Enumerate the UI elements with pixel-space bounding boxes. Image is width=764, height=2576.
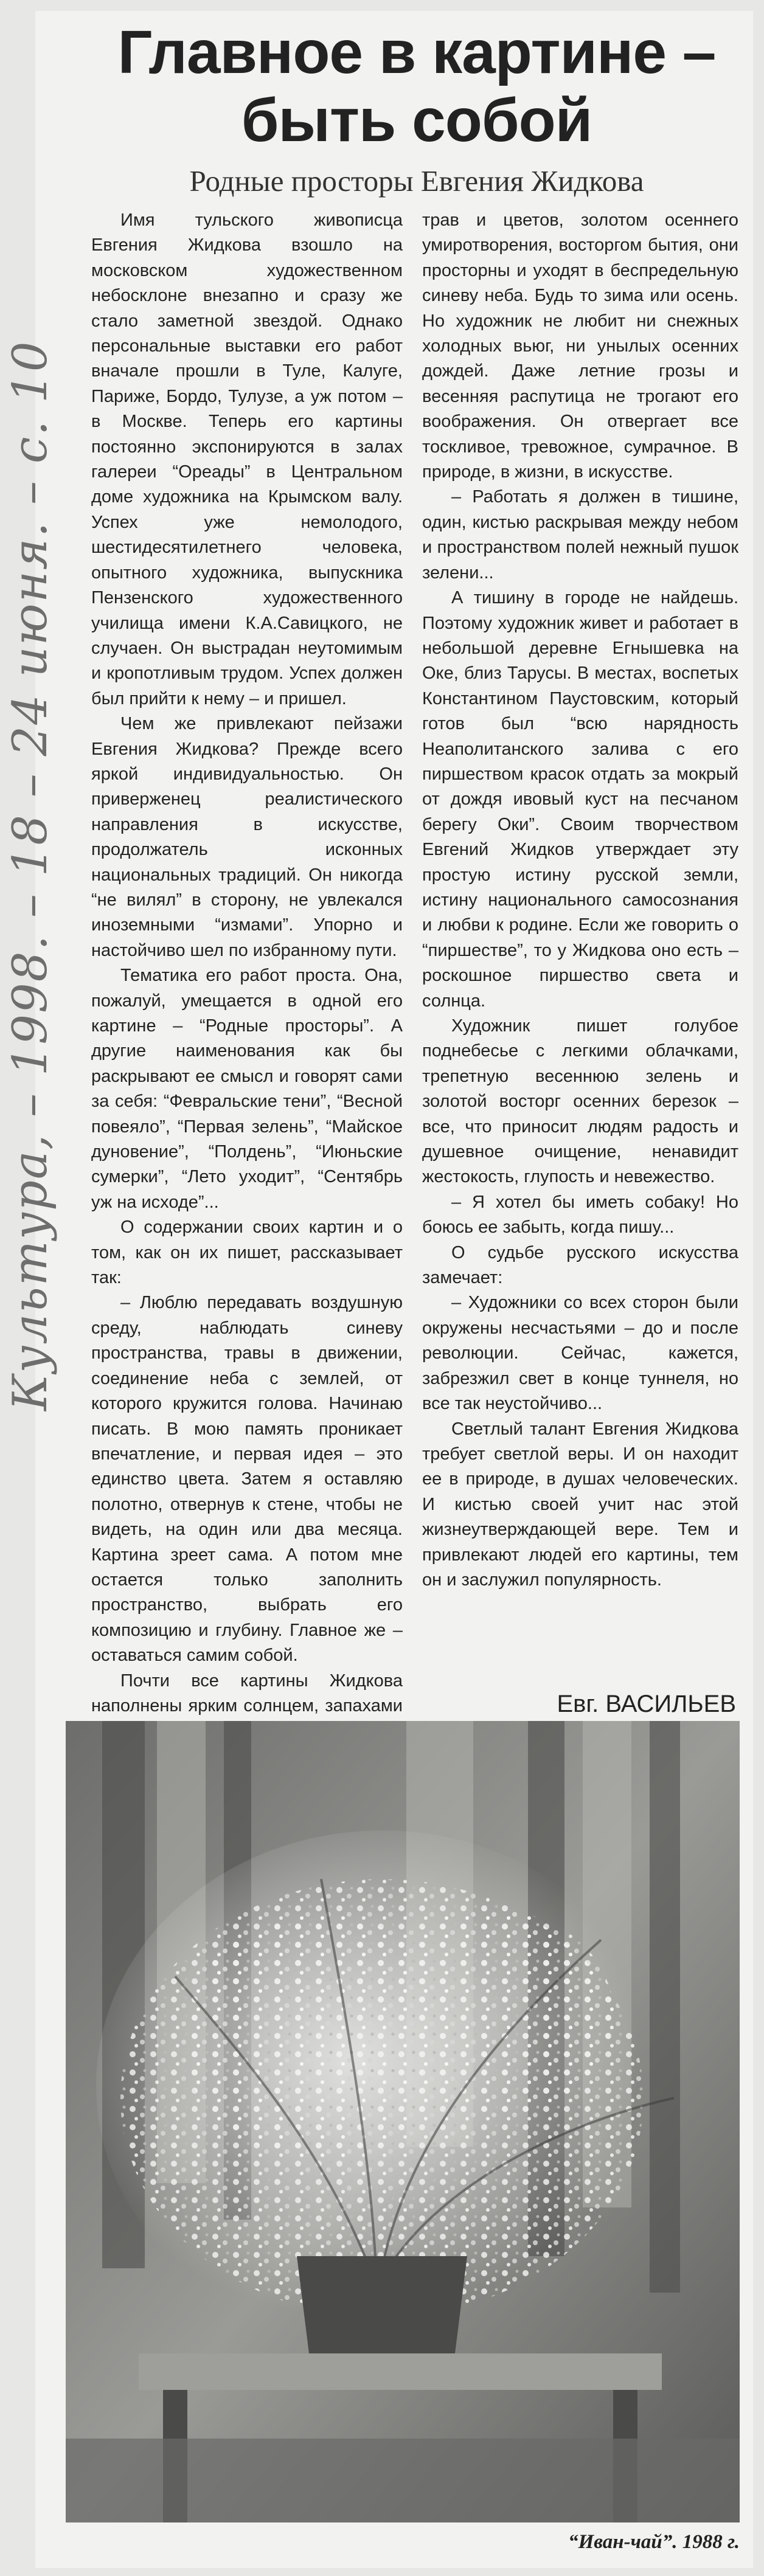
paragraph: А тишину в городе не найдешь. Поэтому художник живет и работает в небольшой деревне Егнышевка на Оке, близ Тарусы. В местах, воспетых Константином Паустовским, который готов был “всю нарядность Неаполитанского залива с его пиршеством красок отдать за мокрый от дождя ивовый куст на песчаном берегу Оки”. Своим творчеством Евгений Жидков утверждает эту простую истину русской земли, истину национального самосознания и любви к родине. Если же говорить о “пиршестве”, то у Жидкова оно есть – роскошное пиршество света и солнца. <box>422 588 738 1011</box>
paragraph: О содержании своих картин и о том, как он их пишет, рассказывает так: <box>91 1217 403 1288</box>
author-byline: Евг. ВАСИЛЬЕВ <box>557 1691 736 1717</box>
headline-line-1: Главное в картине – <box>117 18 716 86</box>
painting-illustration <box>66 1721 740 2522</box>
paragraph: трав и цветов, золотом осеннего умиротворения, восторгом бытия, они просторны и уходят в беспредельную синеву неба. Будь то зима или осень. Но художник не любит ни снежных холодных вьюг, ни унылых осенних дождей. Даже летние грозы и весенняя распутица не трогают его воображения. Он отвергает все тоскливое, тревожное, сумрачное. В природе, в жизни, в искусстве. <box>422 210 738 482</box>
paragraph: – Художники со всех сторон были окружены несчастьями – до и после революции. Сейчас, кажется, забрезжил свет в конце туннеля, но все так неустойчиво... <box>422 1293 738 1414</box>
paragraph: – Люблю передавать воздушную среду, наблюдать синеву пространства, травы в движении, соединение неба с землей, от которого кружится голова. Начинаю писать. В мою память проникает впечатление, и первая идея – это единство цвета. Затем я оставляю полотно, отвернув к стене, чтобы не видеть, на один или два месяца. Картина зреет сама. А потом мне остается только заполнить пространство, выбрать его композицию и глубину. Главное же – оставаться самим собой. <box>91 1293 403 1666</box>
paragraph: Художник пишет голубое поднебесье с легкими облачками, трепетную весеннюю зелень и золотой восторг осенних березок – все, что приносит людям радость и душевное очищение, ненавидит жестокость, глупость и невежество. <box>422 1016 738 1187</box>
paragraph: О судьбе русского искусства замечает: <box>422 1242 738 1288</box>
paragraph: Тематика его работ проста. Она, пожалуй, умещается в одной его картине – “Родные просторы”. А другие наименования как бы раскрывают ее смысл и говорят сами за себя: “Февральские тени”, “Весной повеяло”, “Первая зелень”, “Майское дуновение”, “Полдень”, “Июньские сумерки”, “Лето уходит”, “Сентябрь уж на исходе”... <box>91 966 403 1212</box>
article-column-right <box>422 208 738 1593</box>
painting-image <box>66 1721 740 2522</box>
article-column-left <box>91 208 403 1769</box>
paragraph: Почти все картины Жидкова наполнены ярким солнцем, запахами <box>91 1671 403 1716</box>
paragraph: Чем же привлекают пейзажи Евгения Жидкова? Прежде всего яркой индивидуальностью. Он приверженец реалистического направления в искусстве, продолжатель исконных национальных традиций. Он никогда “не вилял” в сторону, не увлекался иноземными “измами”. Упорно и настойчиво шел по избранному пути. <box>91 714 403 960</box>
headline-line-2: быть собой <box>241 86 592 154</box>
article-headline <box>91 18 742 154</box>
painting-caption: “Иван-чай”. 1988 г. <box>568 2531 740 2553</box>
paragraph: – Я хотел бы иметь собаку! Но боюсь ее забыть, когда пишу... <box>422 1192 738 1238</box>
handwritten-annotation: Культура, – 1998. – 18 – 24 июня. – с. 10 <box>3 340 58 1411</box>
paragraph: Светлый талант Евгения Жидкова требует светлой веры. И он находит ее в природе, в душах человеческих. И кистью своей учит нас этой жизнеутверждающей вере. Тем и привлекают людей его картины, тем он и заслужил популярность. <box>422 1419 738 1590</box>
paragraph: Имя тульского живописца Евгения Жидкова взошло на московском художественном небосклоне внезапно и сразу же стало заметной звездой. Однако персональные выставки его работ вначале прошли в Туле, Калуге, Париже, Бордо, Тулузе, а уж потом – в Москве. Теперь его картины постоянно экспонируются в залах галереи “Ореады” в Центральном доме художника на Крымском валу. Успех уже немолодого, шестидесятилетнего человека, опытного художника, выпускника Пензенского художественного училища имени К.А.Савицкого, не случаен. Он выстрадан неутомимым и кропотливым трудом. Успех должен был прийти к нему – и пришел. <box>91 210 403 708</box>
article-subtitle: Родные просторы Евгения Жидкова <box>189 164 644 198</box>
paragraph: – Работать я должен в тишине, один, кистью раскрывая между небом и пространством полей нежный пушок зелени... <box>422 487 738 583</box>
